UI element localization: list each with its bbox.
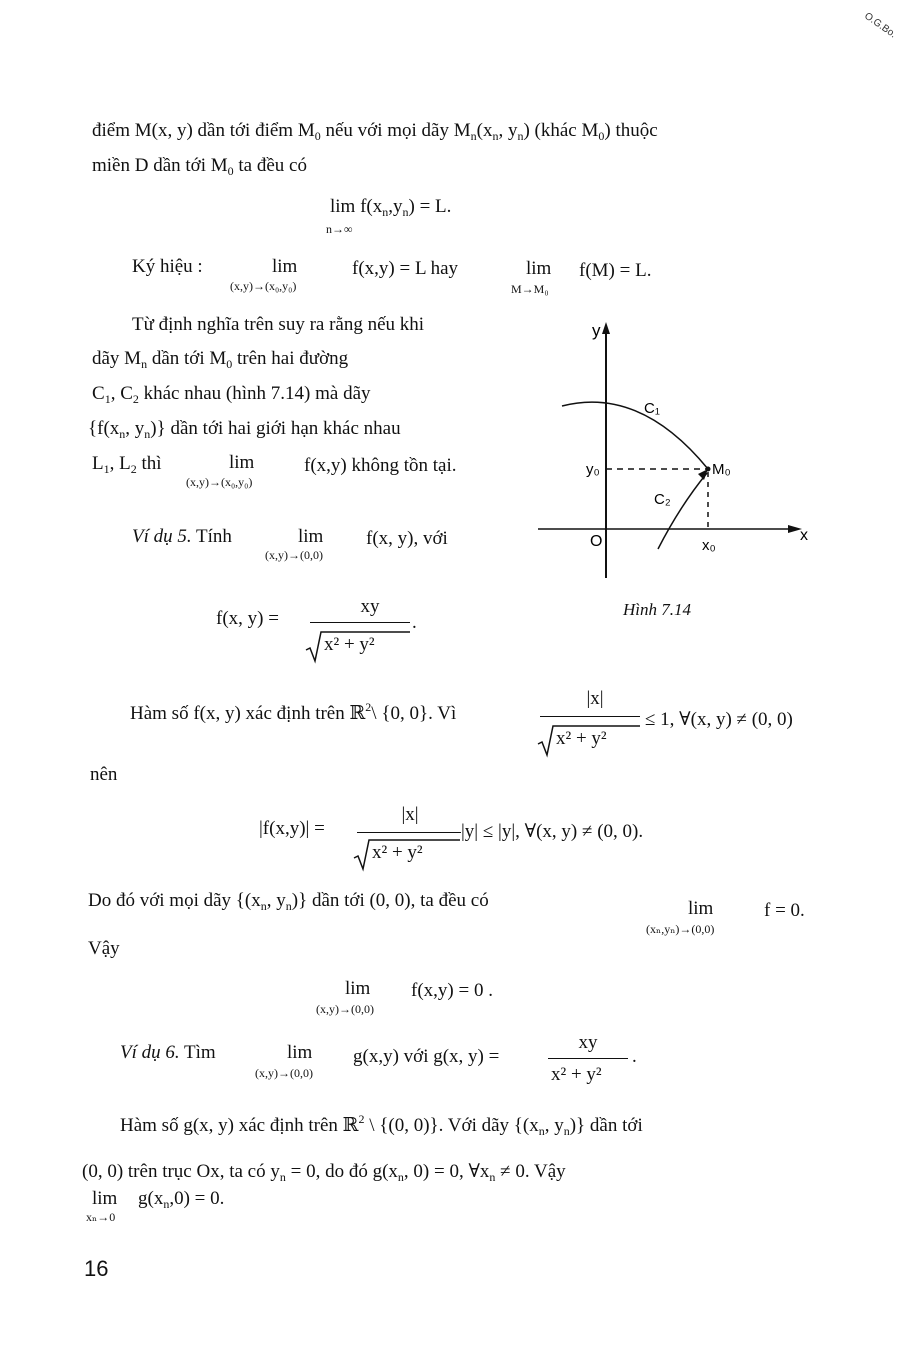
text-run: dãy M bbox=[92, 348, 142, 369]
subscript: 1 bbox=[103, 462, 110, 476]
text-run: , 0) = 0, ∀x bbox=[403, 1161, 490, 1182]
text-run: ) thuộc bbox=[604, 120, 658, 141]
text-run: , y bbox=[544, 1115, 564, 1136]
lim-word: lim bbox=[287, 1042, 313, 1063]
origin-label: O bbox=[590, 533, 603, 550]
subscript: 2 bbox=[132, 392, 139, 406]
text-run: L bbox=[92, 453, 104, 474]
text-run: ta đều có bbox=[233, 155, 307, 176]
subscript: n bbox=[279, 1170, 286, 1184]
page-number: 16 bbox=[84, 1256, 109, 1281]
text-run: dần tới M bbox=[147, 348, 227, 369]
para5-line3-expr bbox=[138, 1188, 224, 1212]
fraction-denominator: x² + y² bbox=[324, 634, 375, 655]
subscript: n bbox=[382, 205, 389, 219]
text-run: Hàm số g(x, y) xác định trên ℝ bbox=[120, 1115, 359, 1136]
para3-line bbox=[130, 700, 456, 725]
subscript: n bbox=[517, 129, 524, 143]
notation-line bbox=[132, 256, 203, 278]
expr: g(x,y) với g(x, y) = bbox=[353, 1046, 500, 1067]
text-run: ,0) = 0. bbox=[169, 1188, 225, 1209]
m0-point bbox=[706, 467, 711, 472]
expr: f = 0. bbox=[764, 900, 805, 921]
lim-subscript: (x,y)→(x₀,y₀) bbox=[230, 279, 297, 293]
curve-c2 bbox=[658, 473, 707, 549]
curve-c1 bbox=[562, 402, 708, 469]
fraction-denominator: x² + y² bbox=[372, 842, 423, 863]
subscript: n bbox=[470, 129, 477, 143]
lim-subscript: (x,y)→(x₀,y₀) bbox=[186, 475, 253, 489]
text-run: {f(x bbox=[88, 418, 120, 439]
expr: f(x, y), với bbox=[366, 528, 448, 549]
y0-label: y₀ bbox=[586, 461, 600, 478]
text-run: \ {0, 0}. Vì bbox=[371, 703, 457, 724]
lim-subscript: (x,y)→(0,0) bbox=[265, 548, 323, 562]
fraction-numerator: |x| bbox=[401, 804, 419, 825]
text-run: Do đó với mọi dãy {(x bbox=[88, 890, 261, 911]
eq-tail: . bbox=[412, 612, 417, 633]
text-run: )} dần tới (0, 0), ta đều có bbox=[291, 890, 489, 911]
text-run: trên hai đường bbox=[232, 348, 349, 369]
example5-heading bbox=[132, 526, 232, 548]
figure-caption: Hình 7.14 bbox=[623, 600, 691, 619]
notation-label: Ký hiệu : bbox=[132, 256, 203, 277]
para5-line1 bbox=[120, 1112, 643, 1139]
eq-tail: . bbox=[632, 1046, 637, 1067]
expr: f(M) = L. bbox=[579, 260, 652, 281]
fraction-bar bbox=[357, 832, 461, 833]
subscript: n bbox=[285, 899, 292, 913]
lim-subscript: n→∞ bbox=[326, 222, 353, 236]
lim-subscript: (x,y)→(0,0) bbox=[255, 1066, 313, 1080]
lim-word: lim bbox=[92, 1188, 118, 1209]
text-run: ) (khác M bbox=[523, 120, 599, 141]
expr: f(x,y) = 0 . bbox=[411, 980, 493, 1001]
fraction-numerator: |x| bbox=[586, 688, 604, 709]
text-run: , y bbox=[266, 890, 286, 911]
para4-line bbox=[88, 890, 489, 914]
expr: ≤ 1, ∀(x, y) ≠ (0, 0) bbox=[645, 709, 793, 730]
subscript: n bbox=[563, 1124, 570, 1138]
text-run: khác nhau (hình 7.14) mà dãy bbox=[138, 383, 371, 404]
text-run: = 0, do đó g(x bbox=[285, 1161, 398, 1182]
text-run: , y bbox=[125, 418, 145, 439]
lim-subscript: xₙ→0 bbox=[86, 1210, 116, 1224]
abs-eq-rhs: |y| ≤ |y|, ∀(x, y) ≠ (0, 0). bbox=[461, 821, 644, 842]
text-run: C bbox=[92, 383, 105, 404]
text-run: nếu với mọi dãy M bbox=[320, 120, 471, 141]
expr: f(x,y) không tồn tại. bbox=[304, 455, 457, 476]
subscript: n bbox=[141, 357, 148, 371]
y-axis-arrow bbox=[602, 322, 610, 334]
expr: f(x bbox=[360, 196, 383, 217]
text-run: Tính bbox=[191, 526, 232, 547]
text-run: , L bbox=[109, 453, 131, 474]
text-run: (x bbox=[476, 120, 493, 141]
lim-word: lim bbox=[330, 196, 356, 217]
para2-line2 bbox=[92, 348, 348, 372]
word-nen: nên bbox=[90, 764, 118, 785]
fraction-numerator: xy bbox=[578, 1032, 598, 1053]
text-run: \ {(0, 0)}. Với dãy {(x bbox=[364, 1115, 539, 1136]
subscript: 2 bbox=[130, 462, 137, 476]
subscript: 0 bbox=[227, 164, 234, 178]
y-axis-label: y bbox=[592, 321, 601, 340]
equation-limit-sequence bbox=[330, 196, 451, 220]
subscript: n bbox=[489, 1170, 496, 1184]
subscript: n bbox=[119, 427, 126, 441]
subscript: n bbox=[144, 427, 151, 441]
subscript: n bbox=[402, 205, 409, 219]
expr: ,y bbox=[388, 196, 403, 217]
para2-line5 bbox=[92, 453, 162, 477]
subscript: 0 bbox=[314, 129, 321, 143]
text-run: )} dần tới bbox=[569, 1115, 643, 1136]
text-run: ≠ 0. Vậy bbox=[495, 1161, 566, 1182]
c1-label: C₁ bbox=[644, 400, 660, 417]
subscript: n bbox=[260, 899, 267, 913]
m0-label: M₀ bbox=[712, 461, 731, 478]
lim-word: lim bbox=[688, 898, 714, 919]
lim-word: lim bbox=[272, 256, 298, 277]
fraction-denominator: x² + y² bbox=[556, 728, 607, 749]
para1-line1 bbox=[92, 120, 658, 144]
fraction-denominator: x² + y² bbox=[551, 1064, 602, 1085]
expr: f(x,y) = L hay bbox=[352, 258, 459, 279]
example-label: Ví dụ 5. bbox=[132, 526, 192, 547]
figure-7-14 bbox=[530, 316, 830, 596]
expr: ) = L. bbox=[408, 196, 452, 217]
lim-subscript: (xₙ,yₙ)→(0,0) bbox=[646, 922, 715, 936]
fraction-bar bbox=[548, 1058, 628, 1059]
text-run: g(x bbox=[138, 1188, 164, 1209]
c2-label: C₂ bbox=[654, 491, 671, 508]
text-run: (0, 0) trên trục Ox, ta có y bbox=[82, 1161, 280, 1182]
text-run: miền D dần tới M bbox=[92, 155, 228, 176]
para5-line2 bbox=[82, 1160, 566, 1185]
text-run: , y bbox=[498, 120, 518, 141]
fraction-bar bbox=[310, 622, 410, 623]
text-run: Hàm số f(x, y) xác định trên ℝ bbox=[130, 703, 366, 724]
corner-stamp: O.G.Bo. bbox=[862, 10, 899, 41]
example6-heading bbox=[120, 1042, 216, 1064]
lim-word: lim bbox=[526, 258, 552, 279]
text-run: Tìm bbox=[179, 1042, 216, 1063]
lim-word: lim bbox=[345, 978, 371, 999]
subscript: 0 bbox=[598, 129, 605, 143]
subscript: n bbox=[397, 1170, 404, 1184]
text-run: điểm M(x, y) dần tới điểm M bbox=[92, 120, 315, 141]
abs-eq-lhs: |f(x,y)| = bbox=[259, 818, 325, 839]
superscript: 2 bbox=[358, 1112, 365, 1126]
subscript: n bbox=[163, 1197, 170, 1211]
lim-word: lim bbox=[298, 526, 324, 547]
subscript: n bbox=[538, 1124, 545, 1138]
text-run: thì bbox=[136, 453, 162, 474]
fraction-bar bbox=[540, 716, 640, 717]
lim-subscript: (x,y)→(0,0) bbox=[316, 1002, 374, 1016]
text-run: )} dần tới hai giới hạn khác nhau bbox=[150, 418, 401, 439]
superscript: 2 bbox=[365, 700, 372, 714]
text-run: , C bbox=[110, 383, 133, 404]
x-axis-label: x bbox=[800, 527, 808, 544]
para2-line1: Từ định nghĩa trên suy ra rằng nếu khi bbox=[132, 314, 425, 335]
para2-line3 bbox=[92, 383, 371, 407]
lim-subscript: M→M₀ bbox=[511, 282, 549, 296]
example-label: Ví dụ 6. bbox=[120, 1042, 180, 1063]
para1-line2 bbox=[92, 155, 307, 179]
f-definition-lhs: f(x, y) = bbox=[216, 608, 279, 629]
subscript: 1 bbox=[104, 392, 111, 406]
subscript: n bbox=[492, 129, 499, 143]
x0-label: x₀ bbox=[702, 537, 716, 554]
para2-line4 bbox=[88, 418, 401, 442]
fraction-numerator: xy bbox=[360, 596, 380, 617]
lim-word: lim bbox=[229, 452, 255, 473]
subscript: 0 bbox=[226, 357, 233, 371]
word-vay: Vậy bbox=[88, 938, 120, 959]
